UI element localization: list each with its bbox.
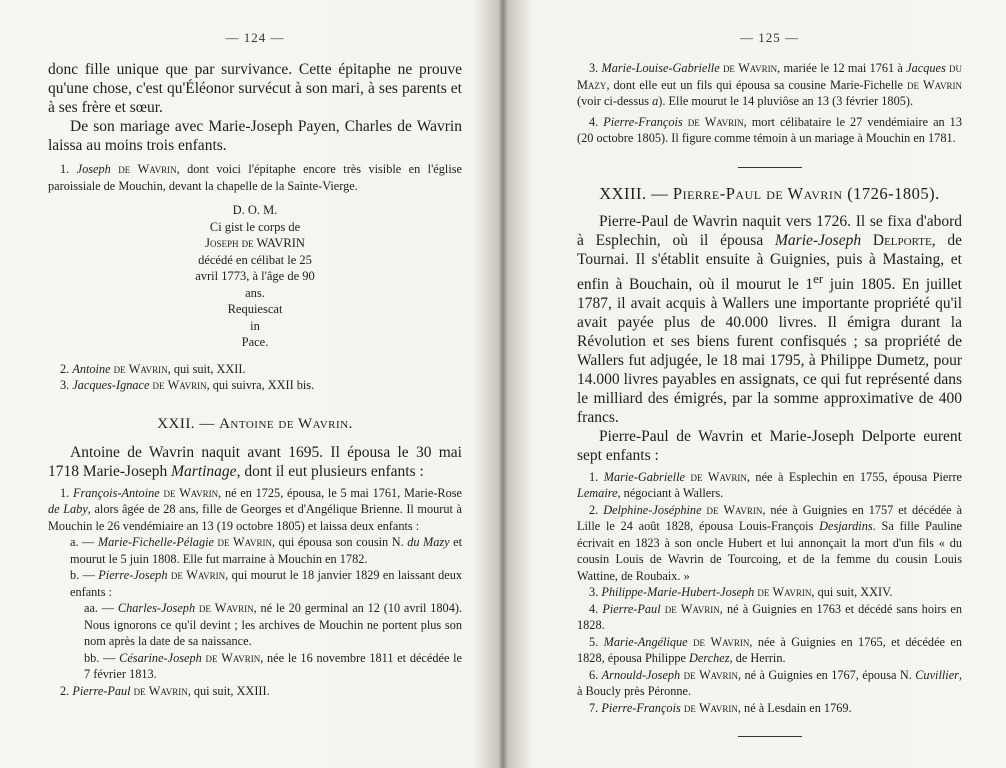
epitaph-line: in	[250, 318, 260, 333]
list-item: 4. Pierre-François de Wavrin, mort célibataire le 27 vendémiaire an 13 (20 octobre 1805). Il figure comme témoin à un mariage à Mouchin en 1781.	[577, 114, 962, 145]
list-item: 1. Marie-Gabrielle de Wavrin, née à Esplechin en 1755, épousa Pierre Lemaire, négociant à Wallers.	[577, 469, 962, 501]
list-item: 5. Marie-Angélique de Wavrin, née à Guignies en 1765, et décédée en 1828, épousa Philippe Derchez, de Herrin.	[577, 634, 962, 666]
section-heading: XXIII. — Pierre-Paul de Wavrin (1726-1805).	[599, 183, 940, 203]
epitaph-line: décédé en célibat le 25	[198, 252, 312, 267]
list-item: 1. Joseph de Wavrin, dont voici l'épitaphe encore très visible en l'église paroissiale de Mouchin, devant la chapelle de la Sainte-Vierge.	[48, 162, 462, 193]
section-divider	[738, 736, 802, 737]
list-item: 4. Pierre-Paul de Wavrin, né à Guignies en 1763 et décédé sans hoirs en 1828.	[577, 601, 962, 633]
epitaph-line: D. O. M.	[232, 203, 278, 217]
list-item: 2. Delphine-Joséphine de Wavrin, née à Guignies en 1757 et décédée à Lille le 24 août 1828, épousa Louis-François Desjardins. Sa fille Pauline écrivait en 1823 à son oncle Hubert et lui annonçait la mort d'un fils « du cousin Louis de Wavrin de Tourcoing, et de la femme du cousin Louis Wattine, de Roubaix. »	[577, 502, 963, 583]
page-number-right: — 125 —	[740, 30, 799, 45]
page-number-left: — 124 —	[225, 30, 285, 45]
epitaph-line: Requiescat	[227, 302, 283, 316]
paragraph: Antoine de Wavrin naquit avant 1695. Il épousa le 30 mai 1718 Marie-Joseph Martinage, dont il eut plusieurs enfants :	[48, 443, 462, 480]
list-item: bb. — Césarine-Joseph de Wavrin, née le 16 novembre 1811 et décédée le 7 février 1813.	[84, 650, 463, 681]
epitaph-line: Pace.	[241, 335, 269, 349]
paragraph: Pierre-Paul de Wavrin naquit vers 1726. Il se fixa d'abord à Esplechin, où il épousa Marie-Joseph Delporte, de Tournai. Il s'établit ensuite à Guignies, puis à Mastaing, et enfin à Bouchain, où il mourut le 1er juin 1805. En juillet 1787, il avait acquis à Wallers une importante propriété qu'il avait payée plus de 40.000 livres. Il émigra durant la Révolution et ses biens furent confisqués ; sa propriété de Wallers fut adjugée, le 18 mai 1795, à Philippe Dumetz, pour 14.000 livres payables en assignats, ce qui fut représenté dans le milliard des émigrés, par la somme approximative de 400 francs.	[577, 212, 963, 426]
section-heading: XXII. — Antoine de Wavrin.	[157, 415, 353, 432]
epitaph-line: ans.	[245, 285, 265, 300]
list-item: b. — Pierre-Joseph de Wavrin, qui mourut le 18 janvier 1829 en laissant deux enfants :	[70, 568, 463, 599]
left-page	[0, 0, 500, 768]
list-item: aa. — Charles-Joseph de Wavrin, né le 20 germinal an 12 (10 avril 1804). Nous ignorons ce qu'il devint ; les archives de Mouchin ne portent plus son nom après la date de sa naissance.	[84, 601, 463, 648]
paragraph: Pierre-Paul de Wavrin et Marie-Joseph Delporte eurent sept enfants :	[577, 427, 962, 464]
section-divider	[738, 167, 802, 168]
list-item: a. — Marie-Fichelle-Pélagie de Wavrin, qui épousa son cousin N. du Mazy et mourut le 5 juin 1808. Elle fut marraine à Mouchin en 1782.	[70, 535, 463, 566]
list-item: 3. Marie-Louise-Gabrielle de Wavrin, mariée le 12 mai 1761 à Jacques du Mazy, dont elle eut un fils qui épousa sa cousine Marie-Fichelle de Wavrin (voir ci-dessus a). Elle mourut le 14 pluviôse an 13 (3 février 1805).	[577, 61, 963, 108]
list-item: 2. Antoine de Wavrin, qui suit, XXII.	[60, 361, 246, 376]
epitaph-line: Ci gist le corps de	[209, 219, 301, 234]
epitaph	[48, 202, 462, 351]
right-page	[507, 0, 1006, 768]
paragraph: donc fille unique que par survivance. Cette épitaphe ne prouve qu'une chose, c'est qu'Éléonor survécut à son mari, à ses parents et à ses frère et sœur.	[48, 61, 462, 116]
list-item: 3. Jacques-Ignace de Wavrin, qui suivra, XXII bis.	[60, 378, 315, 392]
epitaph-line: avril 1773, à l'âge de 90	[195, 269, 315, 283]
list-item: 3. Philippe-Marie-Hubert-Joseph de Wavrin, qui suit, XXIV.	[589, 585, 893, 600]
list-item: 6. Arnould-Joseph de Wavrin, né à Guignies en 1767, épousa N. Cuvillier, à Boucly près Péronne.	[577, 667, 963, 699]
paragraph: De son mariage avec Marie-Joseph Payen, Charles de Wavrin laissa au moins trois enfants.	[48, 118, 462, 154]
epitaph-line: Joseph de WAVRIN	[205, 236, 305, 250]
list-item: 2. Pierre-Paul de Wavrin, qui suit, XXIII.	[60, 683, 270, 698]
list-item: 1. François-Antoine de Wavrin, né en 1725, épousa, le 5 mai 1761, Marie-Rose de Laby, alors âgée de 28 ans, fille de Georges et d'Angélique Brienne. Il mourut à Mouchin le 26 vendémiaire an 13 (19 octobre 1805) et laissa deux enfants :	[48, 485, 463, 533]
list-item: 7. Pierre-François de Wavrin, né à Lesdain en 1769.	[589, 700, 852, 715]
